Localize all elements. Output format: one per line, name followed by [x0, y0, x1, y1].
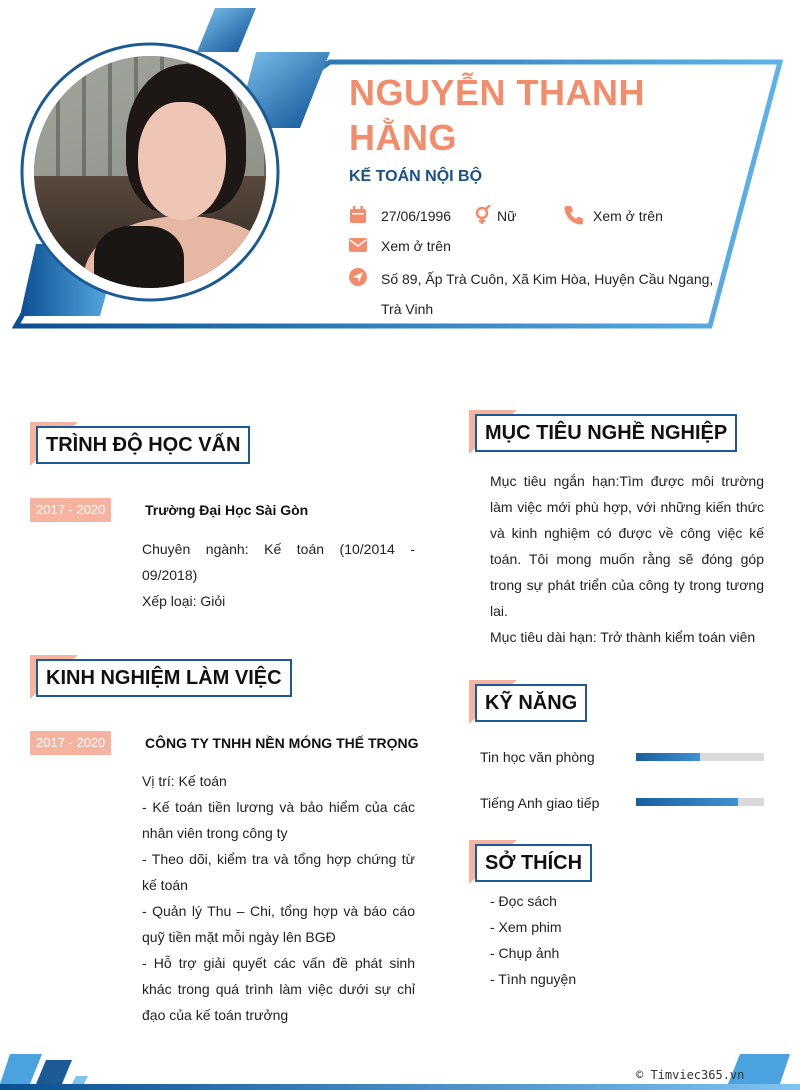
hobby-item: - Chụp ảnh — [490, 945, 560, 961]
skill-label: Tiếng Anh giao tiếp — [480, 795, 600, 811]
hobbies-list — [490, 888, 690, 992]
experience-date: 2017 - 2020 — [30, 731, 111, 755]
objective-text — [490, 468, 764, 650]
hobby-item: - Đọc sách — [490, 893, 557, 909]
experience-line: Vị trí: Kế toán — [142, 773, 227, 789]
calendar-icon — [349, 206, 367, 224]
gender-text: Nữ — [497, 208, 517, 224]
hobby-item: - Xem phim — [490, 919, 562, 935]
candidate-name: NGUYỄN THANH HẰNG — [349, 72, 646, 158]
profile-photo — [34, 56, 266, 288]
experience-line: - Hỗ trợ giải quyết các vấn đề phát sinh khác trong quá trình làm việc dưới sự chỉ đạo của kế toán trưởng — [142, 955, 415, 1023]
experience-details — [142, 768, 415, 1028]
objective-line: Mục tiêu dài hạn: Trở thành kiểm toán viên — [490, 629, 756, 645]
copyright-text: © Timviec365.vn — [636, 1068, 745, 1082]
hobby-item: - Tình nguyện — [490, 971, 577, 987]
education-details — [142, 536, 415, 614]
experience-line: - Quản lý Thu – Chi, tổng hợp và báo cáo quỹ tiền mặt mỗi ngày lên BGĐ — [142, 903, 415, 945]
experience-line: - Theo dõi, kiểm tra và tổng hợp chứng từ kế toán — [142, 851, 415, 893]
skill-label: Tin học văn phòng — [480, 749, 595, 765]
skill-bar — [636, 798, 764, 806]
birthday-text: 27/06/1996 — [381, 208, 452, 224]
email-icon — [349, 238, 367, 252]
school-name: Trường Đại Học Sài Gòn — [145, 502, 309, 518]
job-title: KẾ TOÁN NỘI BỘ — [349, 168, 483, 185]
skill-bar — [636, 753, 764, 761]
education-date: 2017 - 2020 — [30, 498, 111, 522]
email-text: Xem ở trên — [381, 238, 451, 254]
phone-icon — [564, 205, 584, 225]
gender-icon — [474, 205, 492, 225]
education-line: Chuyên ngành: Kế toán (10/2014 - 09/2018) — [142, 541, 415, 583]
experience-line: - Kế toán tiền lương và bảo hiểm của các nhân viên trong công ty — [142, 799, 415, 841]
education-line: Xếp loại: Giỏi — [142, 593, 226, 609]
company-name: CÔNG TY TNHH NỀN MÓNG THẾ TRỌNG — [145, 735, 419, 751]
location-icon — [349, 268, 367, 286]
objective-line: Mục tiêu ngắn hạn:Tìm được môi trường làm việc mới phù hợp, với những kiến thức và kinh nghiệm có được về công việc kế toán. Tôi mong muốn rằng sẽ đóng góp trong sự phát triển của công ty trong tương lai. — [490, 473, 764, 619]
phone-text: Xem ở trên — [593, 208, 663, 224]
address-text: Số 89, Ấp Trà Cuôn, Xã Kim Hòa, Huyện Cầu Ngang, Trà Vinh — [381, 271, 714, 317]
